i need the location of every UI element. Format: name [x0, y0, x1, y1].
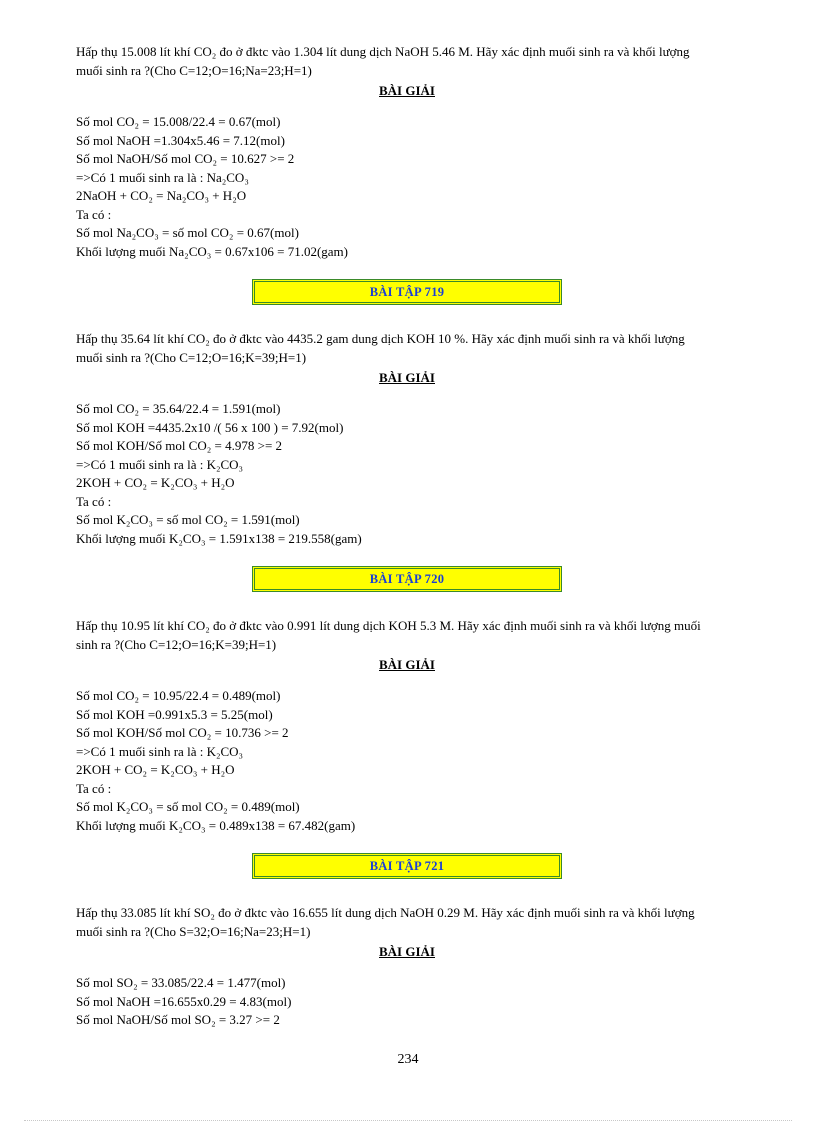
solution-line: =>Có 1 muối sinh ra là : Na₂CO₃	[76, 169, 249, 185]
exercise-banner-719	[252, 279, 562, 305]
solution-line: Số mol SO₂ = 33.085/22.4 = 1.477(mol)	[76, 975, 286, 990]
solution-line: =>Có 1 muối sinh ra là : K₂CO₃	[76, 743, 244, 759]
problem-prompt-line: muối sinh ra ?(Cho S=32;O=16;Na=23;H=1)	[76, 924, 311, 939]
solution-line: Số mol K₂CO₃ = số mol CO₂ = 1.591(mol)	[76, 512, 300, 527]
problem-prompt-line: muối sinh ra ?(Cho C=12;O=16;Na=23;H=1)	[76, 63, 312, 78]
problem-721	[76, 903, 738, 1030]
solution-line: Ta có :	[76, 493, 112, 509]
exercise-banner-721	[252, 853, 562, 879]
solution-line: Số mol CO₂ = 35.64/22.4 = 1.591(mol)	[76, 401, 281, 416]
problem-prompt-line: sinh ra ?(Cho C=12;O=16;K=39;H=1)	[76, 637, 277, 652]
solution-line: Số mol KOH =0.991x5.3 = 5.25(mol)	[76, 706, 273, 722]
page-bottom-divider	[24, 1120, 792, 1121]
problem-prompt-line: Hấp thụ 33.085 lít khí SO₂ đo ở đktc vào 16.655 lít dung dịch NaOH 0.29 M. Hãy xác định muối sinh ra và khối lượng	[76, 905, 695, 920]
solution-line: Số mol CO₂ = 10.95/22.4 = 0.489(mol)	[76, 688, 281, 703]
solution-heading: BÀI GIẢI	[379, 657, 435, 672]
solution-line: Số mol KOH/Số mol CO₂ = 10.736 >= 2	[76, 725, 289, 740]
solution-line: Số mol KOH =4435.2x10 /( 56 x 100 ) = 7.92(mol)	[76, 419, 344, 435]
exercise-banner-label: BÀI TẬP 720	[369, 571, 445, 586]
solution-line: Số mol K₂CO₃ = số mol CO₂ = 0.489(mol)	[76, 799, 300, 814]
solution-line: Số mol NaOH/Số mol SO₂ = 3.27 >= 2	[76, 1012, 280, 1027]
solution-line: Số mol CO₂ = 15.008/22.4 = 0.67(mol)	[76, 114, 281, 129]
solution-line: Số mol Na₂CO₃ = số mol CO₂ = 0.67(mol)	[76, 225, 299, 240]
solution-heading: BÀI GIẢI	[379, 944, 435, 959]
solution-line: Số mol NaOH =16.655x0.29 = 4.83(mol)	[76, 993, 292, 1009]
solution-line: Khối lượng muối K₂CO₃ = 0.489x138 = 67.482(gam)	[76, 817, 356, 833]
document-page	[76, 42, 738, 1030]
exercise-banner-label: BÀI TẬP 721	[369, 858, 445, 873]
problem-718	[76, 42, 738, 261]
solution-line: Số mol NaOH/Số mol CO₂ = 10.627 >= 2	[76, 151, 295, 166]
solution-line: Ta có :	[76, 780, 112, 796]
problem-719	[76, 329, 738, 548]
solution-line: Ta có :	[76, 206, 112, 222]
problem-prompt-line: Hấp thụ 10.95 lít khí CO₂ đo ở đktc vào 0.991 lít dung dịch KOH 5.3 M. Hãy xác định muối sinh ra và khối lượng muối	[76, 618, 701, 633]
solution-line: Số mol KOH/Số mol CO₂ = 4.978 >= 2	[76, 438, 283, 453]
solution-line: 2NaOH + CO₂ = Na₂CO₃ + H₂O	[76, 188, 247, 203]
solution-line: 2KOH + CO₂ = K₂CO₃ + H₂O	[76, 475, 235, 490]
problem-prompt-line: Hấp thụ 15.008 lít khí CO₂ đo ở đktc vào 1.304 lít dung dịch NaOH 5.46 M. Hãy xác định muối sinh ra và khối lượng	[76, 44, 690, 59]
solution-line: Khối lượng muối K₂CO₃ = 1.591x138 = 219.558(gam)	[76, 530, 362, 546]
problem-prompt-line: Hấp thụ 35.64 lít khí CO₂ đo ở đktc vào 4435.2 gam dung dịch KOH 10 %. Hãy xác định muối sinh ra và khối lượng	[76, 331, 685, 346]
problem-prompt-line: muối sinh ra ?(Cho C=12;O=16;K=39;H=1)	[76, 350, 307, 365]
problem-720	[76, 616, 738, 835]
solution-heading: BÀI GIẢI	[379, 370, 435, 385]
solution-line: =>Có 1 muối sinh ra là : K₂CO₃	[76, 456, 244, 472]
exercise-banner-label: BÀI TẬP 719	[369, 284, 445, 299]
solution-heading: BÀI GIẢI	[379, 83, 435, 98]
page-number: 234	[397, 1052, 419, 1067]
solution-line: Số mol NaOH =1.304x5.46 = 7.12(mol)	[76, 132, 285, 148]
solution-line: Khối lượng muối Na₂CO₃ = 0.67x106 = 71.02(gam)	[76, 243, 348, 259]
solution-line: 2KOH + CO₂ = K₂CO₃ + H₂O	[76, 762, 235, 777]
exercise-banner-720	[252, 566, 562, 592]
